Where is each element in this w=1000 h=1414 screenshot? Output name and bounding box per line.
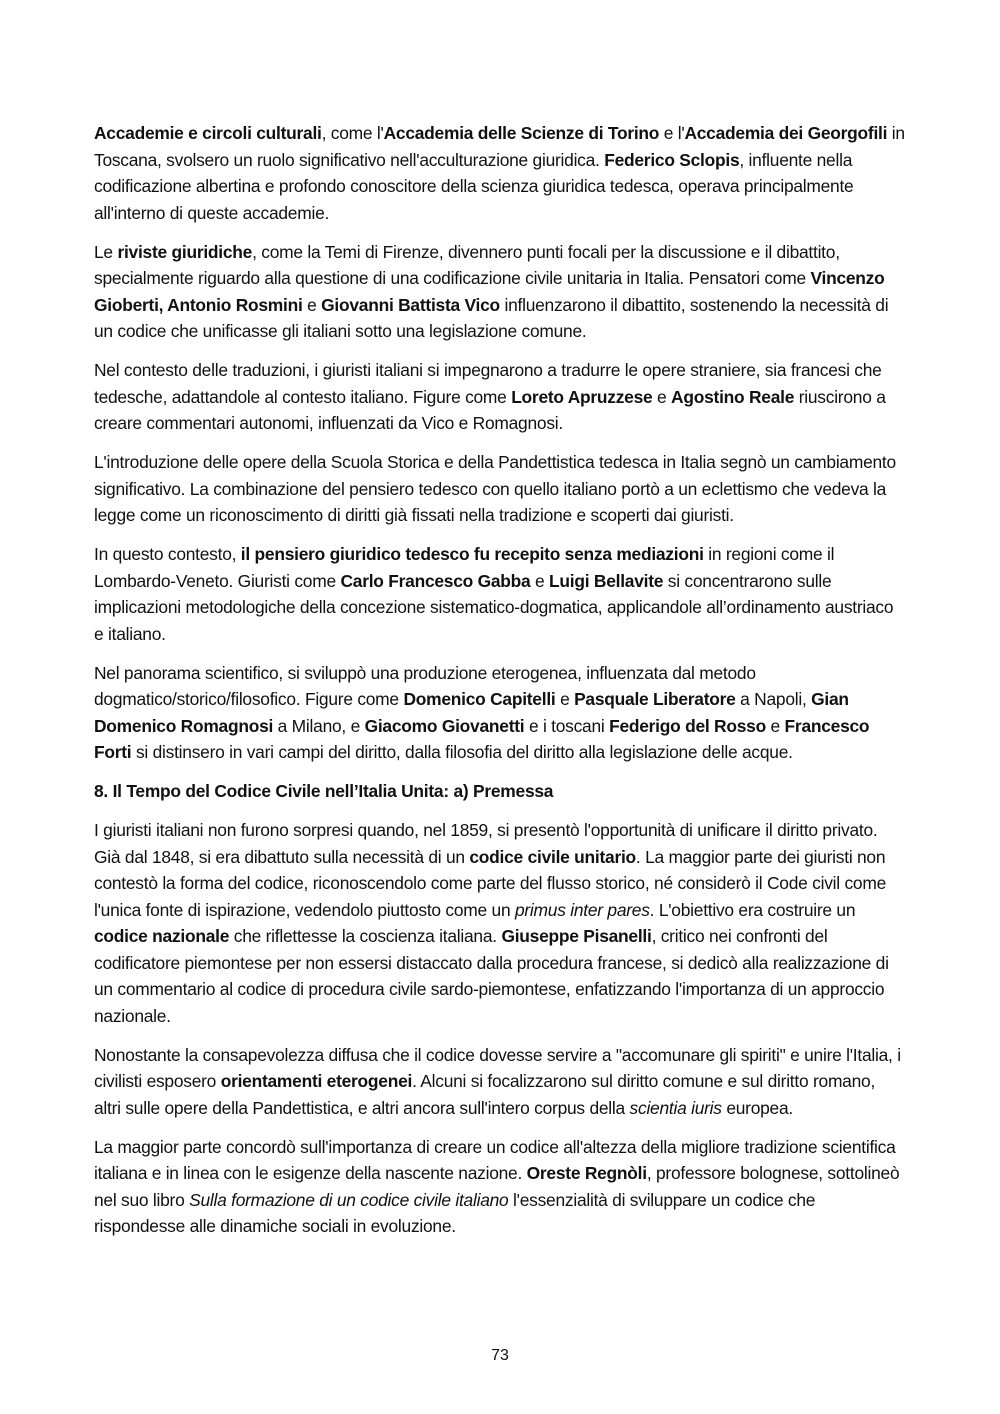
text-segment: La maggior parte concordò sull'importanza di creare un codice all'altezza della migliore tradizione scientifica italiana e in linea con le esigenze della nascente nazione. xyxy=(94,1136,896,1183)
text-segment: si concentrarono sulle implicazioni metodologiche della concezione sistematico-dogmatica, applicandole all’ordinamento austriaco e italiano. xyxy=(94,570,894,644)
paragraph xyxy=(94,541,906,647)
bold-text: codice nazionale xyxy=(94,926,230,946)
text-segment: e i toscani xyxy=(524,715,610,736)
bold-text: Accademia delle Scienze di Torino xyxy=(383,123,660,143)
italic-text: scientia iuris xyxy=(629,1097,722,1118)
text-segment: I giuristi italiani non furono sorpresi quando, nel 1859, si presentò l'opportunità di unificare il diritto privato. Già dal 1848, si era dibattuto sulla necessità di un xyxy=(94,820,878,867)
bold-text: Pasquale Liberatore xyxy=(574,689,736,709)
bold-text: Agostino Reale xyxy=(671,386,795,407)
bold-text: Domenico Capitelli xyxy=(403,689,556,709)
paragraph xyxy=(94,120,906,226)
paragraph xyxy=(94,1042,906,1122)
text-segment: , critico nei confronti del codificatore piemontese per non essersi distaccato dalla procedura francese, si dedicò alla realizzazione di un commentario al codice di procedura civile sardo-piemontese, enfatizzando l'importanza di un approccio nazionale. xyxy=(94,926,889,1026)
text-segment: che riflettesse la coscienza italiana. xyxy=(229,926,502,946)
bold-text: Giovanni Battista Vico xyxy=(321,294,500,315)
paragraph xyxy=(94,660,906,766)
bold-text: Federigo del Rosso xyxy=(609,715,766,736)
paragraph xyxy=(94,817,906,1029)
bold-text: Giuseppe Pisanelli xyxy=(501,926,652,946)
text-segment: a Napoli, xyxy=(735,689,812,709)
text-segment: , come la Temi di Firenze, divennero punti focali per la discussione e il dibattito, specialmente riguardo alla questione di una codificazione civile unitaria in Italia. Pensatori come xyxy=(94,241,840,288)
text-segment: . L'obiettivo era costruire un xyxy=(649,899,856,920)
text-segment: Nel contesto delle traduzioni, i giuristi italiani si impegnarono a tradurre le opere straniere, sia francesi che tedesche, adattandole al contesto italiano. Figure come xyxy=(94,360,882,407)
italic-text: Sulla formazione di un codice civile italiano xyxy=(189,1189,509,1210)
bold-text: Vincenzo Gioberti, Antonio Rosmini xyxy=(94,268,885,315)
paragraph xyxy=(94,239,906,345)
text-segment: in Toscana, svolsero un ruolo significativo nell'acculturazione giuridica. xyxy=(94,123,905,170)
text-segment: influenzarono il dibattito, sostenendo la necessità di un codice che unificasse gli italiani sotto una legislazione comune. xyxy=(94,294,889,341)
text-segment: , professore bolognese, sottolineò nel suo libro xyxy=(94,1163,900,1210)
page-number: 73 xyxy=(491,1347,509,1364)
bold-text: Accademia dei Georgofili xyxy=(684,123,888,143)
text-segment: e xyxy=(555,689,575,709)
bold-text: il pensiero giuridico tedesco fu recepito senza mediazioni xyxy=(240,544,704,564)
bold-text: Loreto Apruzzese xyxy=(511,386,653,407)
text-segment: e xyxy=(765,715,785,736)
text-segment: . Alcuni si focalizzarono sul diritto comune e sul diritto romano, altri sulle opere della Pandettistica, e altri ancora sull'intero corpus della xyxy=(94,1071,876,1118)
text-segment: Nel panorama scientifico, si sviluppò una produzione eterogenea, influenzata dal metodo dogmatico/storico/filosofico. Figure come xyxy=(94,662,756,709)
paragraph xyxy=(94,449,906,529)
intro-paragraphs xyxy=(94,120,906,766)
text-segment: Le xyxy=(94,241,118,262)
text-segment: in regioni come il Lombardo-Veneto. Giuristi come xyxy=(94,544,835,591)
text-segment: , influente nella codificazione albertina e profondo conoscitore della scienza giuridica tedesca, operava principalmente all'interno di queste accademie. xyxy=(94,149,854,223)
text-segment: , come l' xyxy=(321,123,384,143)
bold-text: Giacomo Giovanetti xyxy=(364,715,525,736)
section-heading: 8. Il Tempo del Codice Civile nell’Italia Unita: a) Premessa xyxy=(94,781,554,801)
bold-text: codice civile unitario xyxy=(469,846,636,867)
document-page xyxy=(94,120,906,1252)
text-segment: e xyxy=(652,386,672,407)
paragraph xyxy=(94,1134,906,1240)
bold-text: Carlo Francesco Gabba xyxy=(340,570,531,591)
text-segment: riuscirono a creare commentari autonomi, influenzati da Vico e Romagnosi. xyxy=(94,386,886,433)
text-segment: e xyxy=(530,570,550,591)
bold-text: Federico Sclopis xyxy=(604,149,740,170)
bold-text: Oreste Regnòli xyxy=(526,1163,647,1183)
text-segment: si distinsero in vari campi del diritto, dalla filosofia del diritto alla legislazione delle acque. xyxy=(131,742,793,762)
section-paragraphs xyxy=(94,817,906,1240)
bold-text: orientamenti eterogenei xyxy=(220,1071,413,1091)
text-segment: europea. xyxy=(721,1097,793,1118)
text-segment: . La maggior parte dei giuristi non contestò la forma del codice, riconoscendolo come parte del flusso storico, né considerò il Code civil come l'unica fonte di ispirazione, vedendolo piuttosto come un xyxy=(94,846,886,920)
italic-text: primus inter pares xyxy=(514,899,650,920)
text-segment: In questo contesto, xyxy=(94,544,241,564)
text-segment: e l' xyxy=(659,123,685,143)
bold-text: Luigi Bellavite xyxy=(549,570,664,591)
text-segment: a Milano, e xyxy=(273,715,365,736)
text-segment: e xyxy=(302,294,322,315)
bold-text: riviste giuridiche xyxy=(117,241,253,262)
paragraph xyxy=(94,357,906,437)
text-segment: l'essenzialità di sviluppare un codice che rispondesse alle dinamiche sociali in evoluzione. xyxy=(94,1189,816,1236)
bold-text: Francesco Forti xyxy=(94,715,870,762)
text-segment: L'introduzione delle opere della Scuola Storica e della Pandettistica tedesca in Italia segnò un cambiamento significativo. La combinazione del pensiero tedesco con quello italiano portò a un eclettismo che vedeva la legge come un riconoscimento di diritti già fissati nella tradizione e scoperti dai giuristi. xyxy=(94,452,896,525)
bold-text: Gian Domenico Romagnosi xyxy=(94,689,849,736)
text-segment: Nonostante la consapevolezza diffusa che il codice dovesse servire a "accomunare gli spiriti" e unire l'Italia, i civilisti esposero xyxy=(94,1044,901,1091)
bold-text: Accademie e circoli culturali xyxy=(94,123,322,143)
